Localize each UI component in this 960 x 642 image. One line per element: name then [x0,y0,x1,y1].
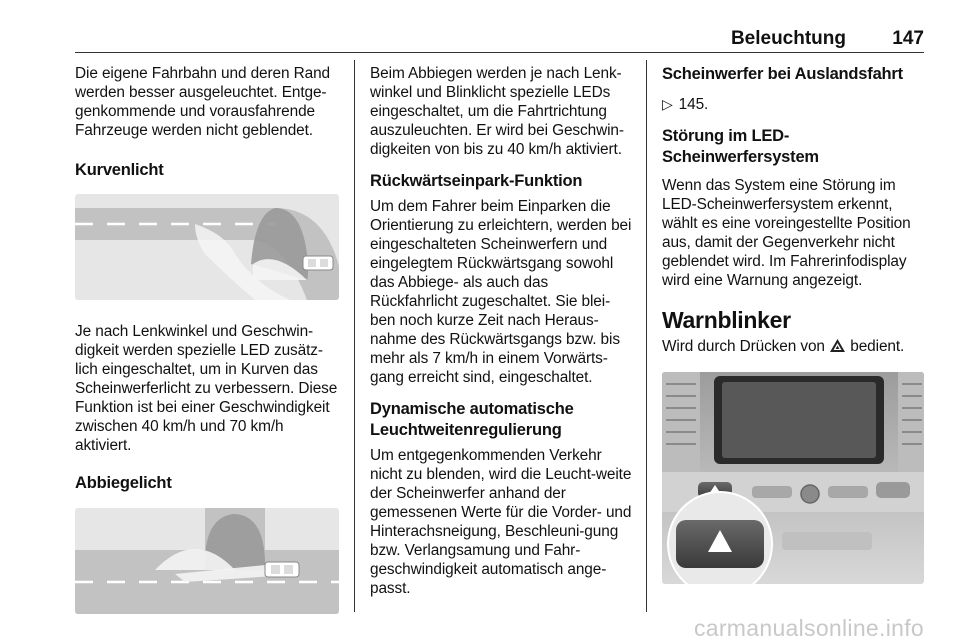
page-header [75,26,924,54]
reference-arrow-icon: ▷ [662,96,673,112]
column-1 [75,64,341,614]
kurvenlicht-illustration [75,194,339,300]
intro-paragraph: Die eigene Fahrbahn und deren Rand werden besser ausgeleuchtet. Entge-genkommende und vorausfahrende Fahrzeuge werden nicht geblendet. [75,65,331,139]
ausland-reference [662,95,928,114]
column-divider-1 [354,60,355,612]
warnblinker-paragraph [662,337,928,356]
page-number: 147 [892,28,924,49]
abbiegelicht-illustration [75,508,339,614]
stoerung-heading-line2: Scheinwerfersystem [662,148,819,166]
stoerung-heading-line1: Störung im LED- [662,127,790,145]
warnblinker-text-before: Wird durch Drücken von [662,338,825,355]
ausland-heading: Scheinwerfer bei Auslandsfahrt [662,65,903,83]
warnblinker-heading: Warnblinker [662,307,791,333]
hazard-warning-icon [829,338,846,353]
hazard-switch-photo [662,372,924,584]
column-divider-2 [646,60,647,612]
abbiegen-paragraph: Beim Abbiegen werden je nach Lenk-winkel und Blinklicht spezielle LEDs eingeschaltet, um die Fahrtrichtung auszuleuchten. Er wird bei Geschwin-digkeiten von bis zu 40 km/h aktiviert. [370,65,624,158]
ausland-reference-page: 145. [678,96,709,113]
stoerung-paragraph: Wenn das System eine Störung im LED-Scheinwerfersystem erkennt, wählt es eine voreingestellte Position aus, damit der Gegenverkehr nicht geblendet wird. Im Fahrerinfodisplay wird eine Warnung angezeigt. [662,177,911,289]
dynamisch-paragraph: Um entgegenkommenden Verkehr nicht zu blenden, wird die Leucht-weite der Scheinwerfer anhand der gemessenen Werte für die Vorder- und Hinterachsneigung, Beschleuni-gung bzw. Verlangsamung und Fahr-geschwindigkeit automatisch ange-passt. [370,447,632,597]
stoerung-heading [662,126,928,168]
dynamisch-heading-line1: Dynamische automatische [370,400,574,418]
column-3 [662,64,928,584]
rueckwaerts-paragraph: Um dem Fahrer beim Einparken die Orientierung zu erleichtern, werden bei eingeschalteten Scheinwerfern und eingelegtem Rückwärtsgang sowohl das Abbiege- als auch das Rückfahrlicht zugeschaltet. Sie blei-ben noch kurze Zeit nach Heraus-nahme des Rückwärtsgangs bzw. bis mehr als 7 km/h in einem Vorwärts-gang erreicht sind, eingeschaltet. [370,198,632,386]
header-rule [75,52,924,53]
column-2 [370,64,632,598]
watermark: carmanualsonline.info [693,615,924,641]
dynamisch-heading-line2: Leuchtweitenregulierung [370,421,562,439]
kurvenlicht-heading: Kurvenlicht [75,161,164,179]
kurvenlicht-paragraph: Je nach Lenkwinkel und Geschwin-digkeit werden spezielle LED zusätz-lich eingeschaltet, um in Kurven das Scheinwerferlicht zu verbessern. Diese Funktion ist bei einer Geschwindigkeit zwischen 40 km/h und 70 km/h aktiviert. [75,323,338,454]
page-title: Beleuchtung [730,28,846,49]
rueckwaerts-heading: Rückwärtseinpark-Funktion [370,172,583,190]
dynamisch-heading [370,399,632,441]
abbiegelicht-heading: Abbiegelicht [75,474,172,492]
warnblinker-text-after: bedient. [850,338,905,355]
